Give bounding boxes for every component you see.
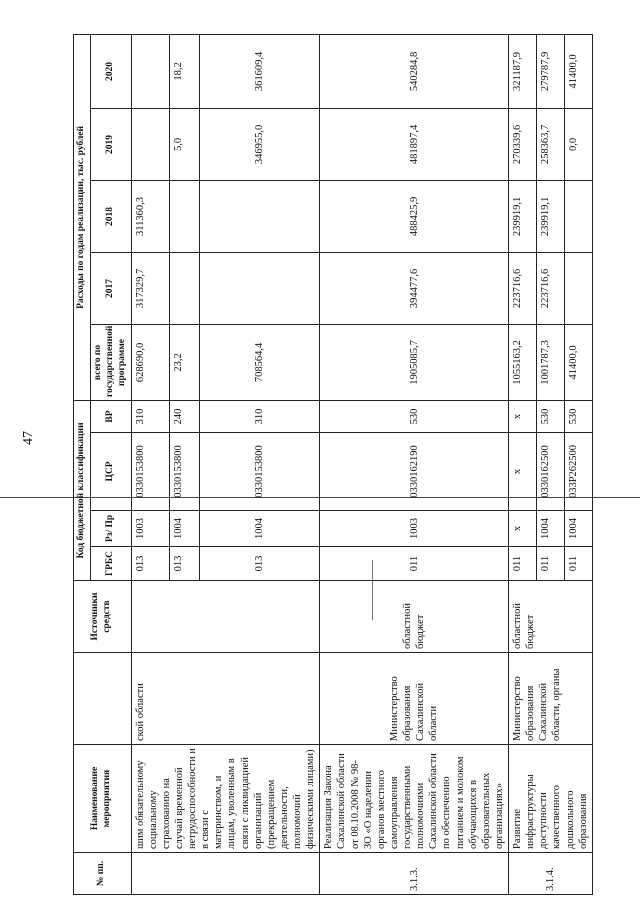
cell-csr: x xyxy=(509,433,537,511)
header-grbs: ГРБС xyxy=(90,547,131,581)
header-2019: 2019 xyxy=(90,108,131,180)
cell-vr: 530 xyxy=(536,400,564,432)
cell-total: 708564,4 xyxy=(199,324,320,400)
row-executor: Министерство образования Сахалинской области xyxy=(320,653,509,745)
cell-rzpr: 1003 xyxy=(131,511,169,547)
cell-2020: 540284,8 xyxy=(320,34,509,108)
cell-rzpr: 1004 xyxy=(536,511,564,547)
cell-vr: x xyxy=(509,400,537,432)
cell-2020: 279787,9 xyxy=(536,34,564,108)
budget-table xyxy=(73,34,593,895)
rotated-table-container xyxy=(73,35,589,895)
header-sources: Источники средств xyxy=(74,581,132,653)
cell-2019: 5,0 xyxy=(169,108,199,180)
cell-grbs: 011 xyxy=(536,547,564,581)
cell-2019: 0,0 xyxy=(564,108,592,180)
header-rzpr: Рз/ Пр xyxy=(90,511,131,547)
header-name: Наименование мероприятия xyxy=(74,745,132,853)
header-vr: ВР xyxy=(90,400,131,432)
header-2018: 2018 xyxy=(90,180,131,252)
cell-vr: 310 xyxy=(131,400,169,432)
cell-2018 xyxy=(169,180,199,252)
cell-2018: 239919,1 xyxy=(536,180,564,252)
cell-grbs: 011 xyxy=(320,547,509,581)
cell-2017: 223716,6 xyxy=(509,252,537,324)
row-source xyxy=(131,581,320,653)
cell-2017 xyxy=(169,252,199,324)
header-csr: ЦСР xyxy=(90,433,131,511)
cell-2017: 317329,7 xyxy=(131,252,169,324)
cell-csr: 0330162190 xyxy=(320,433,509,511)
cell-vr: 530 xyxy=(564,400,592,432)
cell-csr: 0330162500 xyxy=(536,433,564,511)
header-num: № пп. xyxy=(74,853,132,895)
cell-2020: 321187,9 xyxy=(509,34,537,108)
row-source: областной бюджет xyxy=(320,581,509,653)
cell-vr: 310 xyxy=(199,400,320,432)
cell-total: 23,2 xyxy=(169,324,199,400)
cell-total: 41400,0 xyxy=(564,324,592,400)
row-num: 3.1.3. xyxy=(320,853,509,895)
cell-rzpr: 1004 xyxy=(169,511,199,547)
cell-total: 1001787,3 xyxy=(536,324,564,400)
cell-2018: 488425,9 xyxy=(320,180,509,252)
cell-vr: 240 xyxy=(169,400,199,432)
row-source: областной бюджет xyxy=(509,581,593,653)
cell-2020: 361609,4 xyxy=(199,34,320,108)
cell-2018 xyxy=(564,180,592,252)
row-executor: Министерство образования Сахалинской области, органы xyxy=(509,653,593,745)
header-executor xyxy=(74,653,132,745)
cell-grbs: 013 xyxy=(169,547,199,581)
cell-2020: 41400,0 xyxy=(564,34,592,108)
cell-rzpr: 1003 xyxy=(320,511,509,547)
cell-total: 1055163,2 xyxy=(509,324,537,400)
cell-2019: 481897,4 xyxy=(320,108,509,180)
cell-total: 628690,0 xyxy=(131,324,169,400)
header-2017: 2017 xyxy=(90,252,131,324)
cell-csr: 0330153800 xyxy=(199,433,320,511)
row-executor: ской области xyxy=(131,653,320,745)
cell-2017: 394477,6 xyxy=(320,252,509,324)
header-expenses: Расходы по годам реализации, тыс. рублей xyxy=(74,34,91,400)
cell-rzpr: 1004 xyxy=(199,511,320,547)
cell-2019: 270339,6 xyxy=(509,108,537,180)
cell-rzpr: x xyxy=(509,511,537,547)
cell-total: 1905085,7 xyxy=(320,324,509,400)
cell-2018: 311360,3 xyxy=(131,180,169,252)
header-total: всего по государственной программе xyxy=(90,324,131,400)
row-num xyxy=(131,853,320,895)
header-2020: 2020 xyxy=(90,34,131,108)
cell-csr: 0330153800 xyxy=(131,433,169,511)
row-name: Реализация Закона Сахалинской области от 08.10.2008 № 98-ЗО «О наделении органов местного самоуправления государственными полномочиями Сахалинской области по обеспечению питанием и молоком обучающихся в образовательных организациях» xyxy=(320,745,509,853)
cell-2017: 223716,6 xyxy=(536,252,564,324)
cell-2019 xyxy=(131,108,169,180)
cell-2020 xyxy=(131,34,169,108)
cell-2020: 18,2 xyxy=(169,34,199,108)
cell-rzpr: 1004 xyxy=(564,511,592,547)
row-name: шим обязательному социальному страхованию на случай временной нетрудоспособности и в связи с материнством, и лицам, уволенным в связи с ликвидацией организаций (прекращением деятельности, полномочий физическими лицами) xyxy=(131,745,320,853)
cell-vr: 530 xyxy=(320,400,509,432)
cell-grbs: 011 xyxy=(564,547,592,581)
row-num: 3.1.4. xyxy=(509,853,593,895)
header-budget-code: Код бюджетной классификации xyxy=(74,400,91,580)
cell-2019: 346955,0 xyxy=(199,108,320,180)
cell-2017 xyxy=(564,252,592,324)
cell-csr: 0330153800 xyxy=(169,433,199,511)
row-name: Развитие инфраструктуры доступности качественного дошкольного образования xyxy=(509,745,593,853)
page-number: 47 xyxy=(21,431,36,445)
cell-2019: 258363,7 xyxy=(536,108,564,180)
cell-2017 xyxy=(199,252,320,324)
cell-grbs: 013 xyxy=(131,547,169,581)
cell-2018 xyxy=(199,180,320,252)
cell-grbs: 011 xyxy=(509,547,537,581)
cell-2018: 239919,1 xyxy=(509,180,537,252)
cell-grbs: 013 xyxy=(199,547,320,581)
cell-csr: 033P262500 xyxy=(564,433,592,511)
